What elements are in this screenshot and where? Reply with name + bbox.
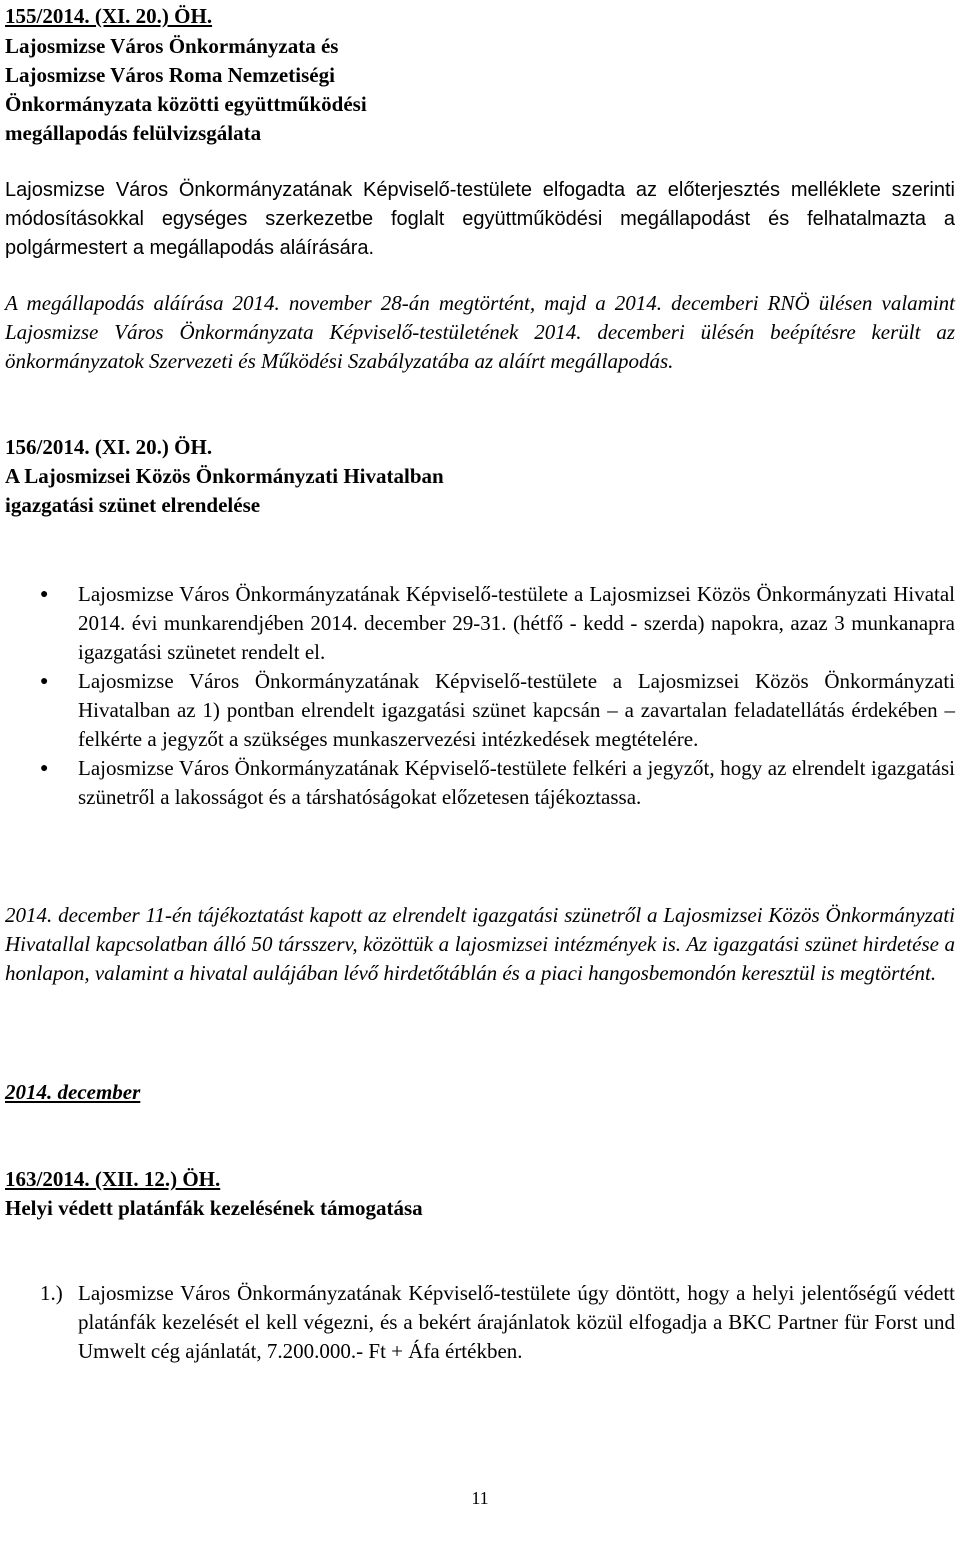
list-item: ● Lajosmizse Város Önkormányzatának Képviselő-testülete felkéri a jegyzőt, hogy az elrendelt igazgatási szünetről a lakosságot és a társhatóságokat előzetesen tájékoztassa. [0, 754, 955, 812]
item-number: 1.) [40, 1281, 63, 1305]
implementation-note-155: A megállapodás aláírása 2014. november 28-án megtörtént, majd a 2014. decemberi RNÖ ülésen valamint Lajosmizse Város Önkormányzata Képviselő-testületének 2014. decemberi ülésén beépítésre került az önkormányzatok Szervezeti és Működési Szabályzatába az aláírt megállapodás. [5, 291, 955, 373]
month-heading: 2014. december [5, 1080, 141, 1104]
list-item: ● Lajosmizse Város Önkormányzatának Képviselő-testülete a Lajosmizsei Közös Önkormányzati Hivatalban az 1) pontban elrendelt igazgatási szünet kapcsán – a zavartalan feladatellátás érdekében – felkérte a jegyzőt a szükséges munkaszervezési intézkedések megtételére. [0, 667, 955, 754]
resolution-title-156: A Lajosmizsei Közös Önkormányzati Hivatalban igazgatási szünet elrendelése [5, 464, 444, 517]
resolution-points-156 [0, 580, 955, 812]
resolution-number-156: 156/2014. (XI. 20.) ÖH. [5, 435, 213, 459]
resolution-body-155: Lajosmizse Város Önkormányzatának Képviselő-testülete elfogadta az előterjesztés melléklete szerinti módosításokkal egységes szerkezetbe foglalt együttműködési megállapodást és felhatalmazta a polgármestert a megállapodás aláírására. [5, 179, 955, 259]
list-item: ● Lajosmizse Város Önkormányzatának Képviselő-testülete a Lajosmizsei Közös Önkormányzati Hivatal 2014. évi munkarendjében 2014. december 29-31. (hétfő - kedd - szerda) napokra, azaz 3 munkanapra igazgatási szünetet rendelt el. [0, 580, 955, 667]
resolution-title-155: Lajosmizse Város Önkormányzata és Lajosmizse Város Roma Nemzetiségi Önkormányzata közötti együttműködési megállapodás felülvizsgálata [5, 34, 367, 145]
implementation-note-156: 2014. december 11-én tájékoztatást kapott az elrendelt igazgatási szünetről a Lajosmizsei Közös Önkormányzati Hivatallal kapcsolatban álló 50 társszerv, közöttük a lajosmizsei intézmények is. Az igazgatási szünet hirdetése a honlapon, valamint a hivatal aulájában lévő hirdetőtáblán és a piaci hangosbemondón keresztül is megtörtént. [5, 903, 955, 985]
page-number: 11 [471, 1488, 489, 1508]
item-text: Lajosmizse Város Önkormányzatának Képviselő-testülete úgy döntött, hogy a helyi jelentőségű védett platánfák kezelését el kell végezni, és a bekért árajánlatok közül elfogadja a BKC Partner für Forst und Umwelt cég ajánlatát, 7.200.000.- Ft + Áfa értékben. [78, 1281, 955, 1363]
resolution-title-163: Helyi védett platánfák kezelésének támogatása [5, 1196, 423, 1220]
resolution-number-163: 163/2014. (XII. 12.) ÖH. [5, 1167, 221, 1191]
resolution-number-155: 155/2014. (XI. 20.) ÖH. [5, 4, 213, 28]
